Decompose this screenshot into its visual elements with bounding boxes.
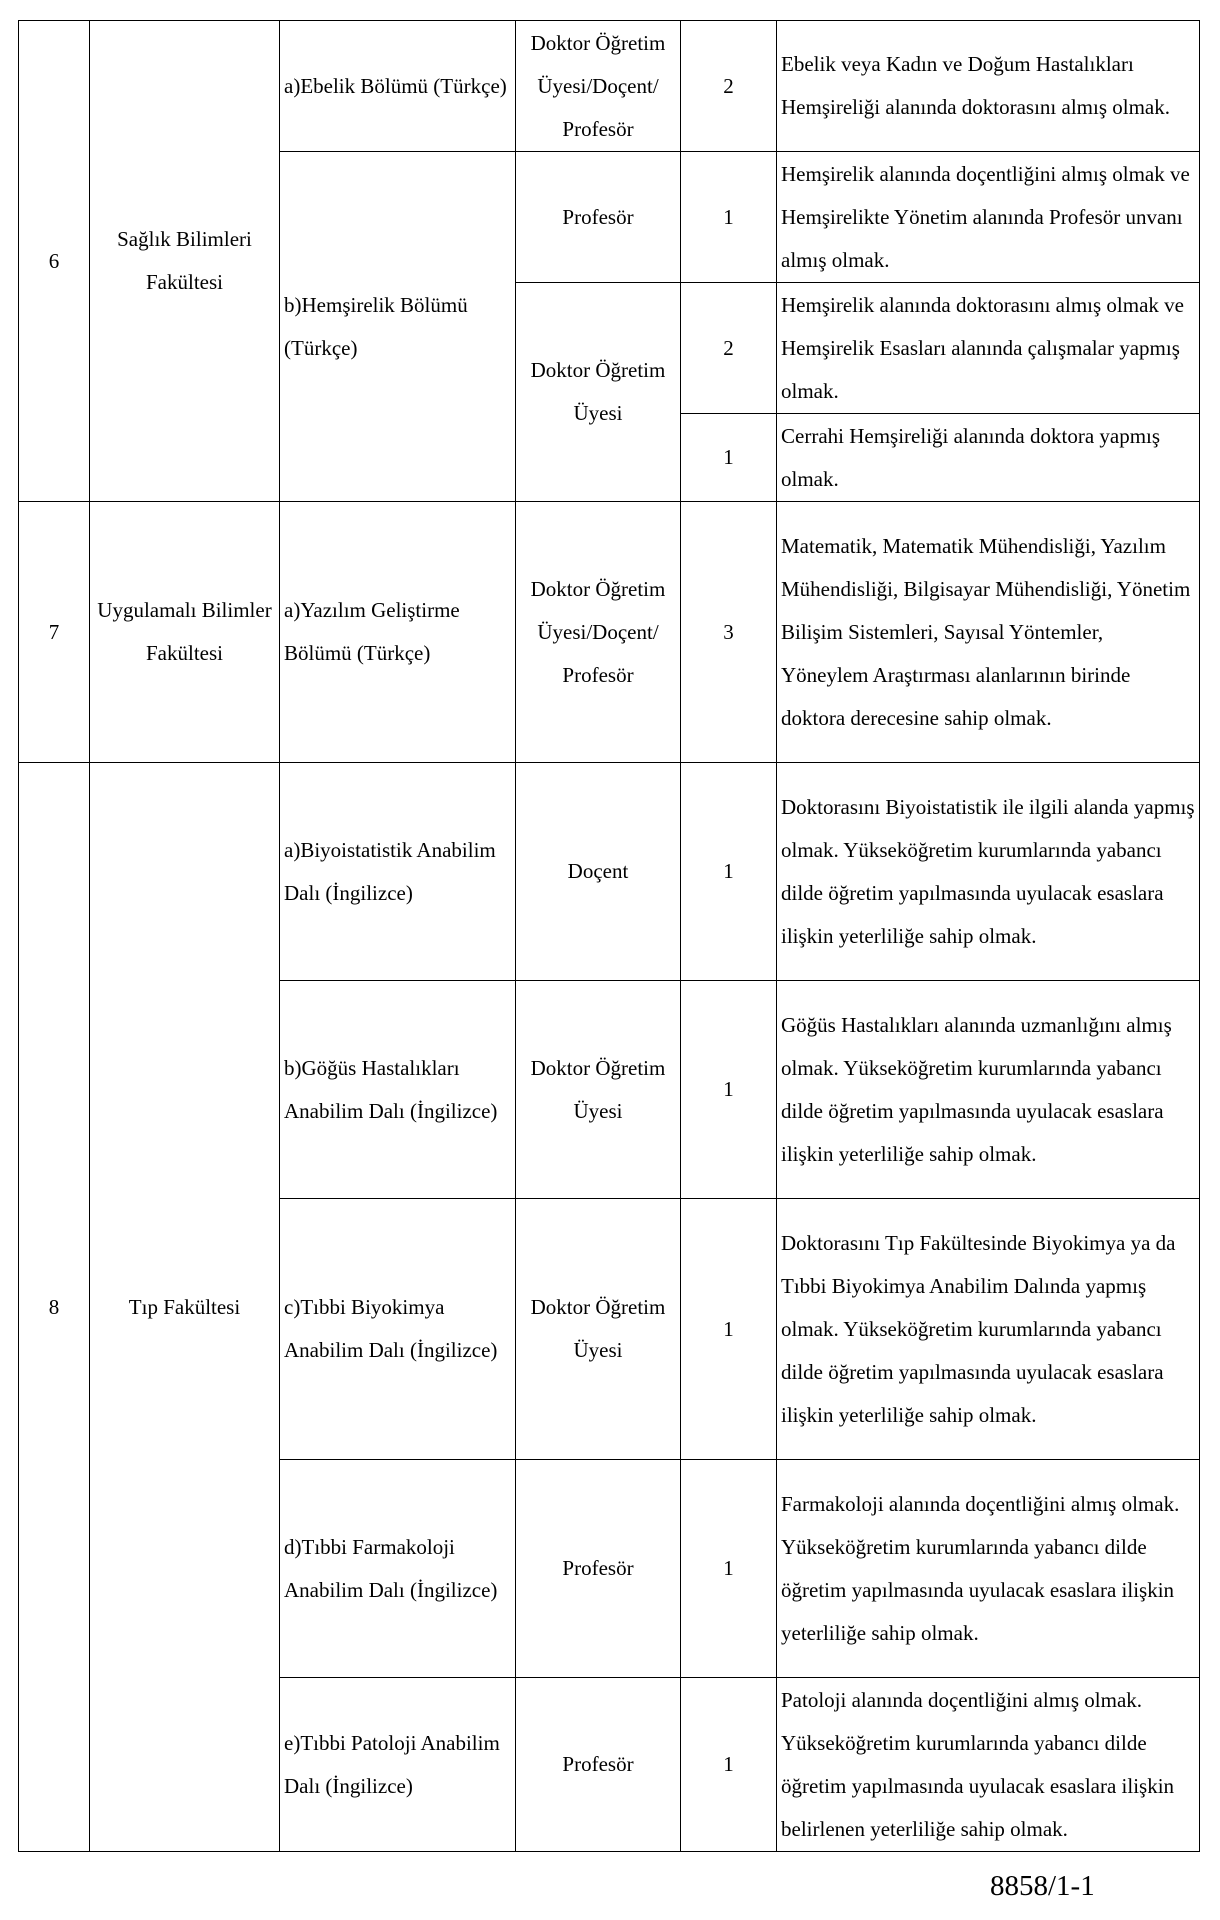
position-count: 1: [681, 1678, 777, 1852]
faculty-name: Sağlık Bilimleri Fakültesi: [90, 21, 280, 502]
requirement-text: Hemşirelik alanında doktorasını almış olmak ve Hemşirelik Esasları alanında çalışmalar yapmış olmak.: [777, 283, 1200, 414]
faculty-name: Uygulamalı Bilimler Fakültesi: [90, 502, 280, 763]
table-row: [19, 763, 1200, 981]
row-number: 6: [19, 21, 90, 502]
department-name: a)Ebelik Bölümü (Türkçe): [280, 21, 516, 152]
department-name: b)Hemşirelik Bölümü (Türkçe): [280, 152, 516, 502]
requirement-text: Farmakoloji alanında doçentliğini almış olmak. Yükseköğretim kurumlarında yabancı dilde öğretim yapılmasında uyulacak esaslara ilişkin yeterliliğe sahip olmak.: [777, 1460, 1200, 1678]
requirement-text: Patoloji alanında doçentliğini almış olmak. Yükseköğretim kurumlarında yabancı dilde öğretim yapılmasında uyulacak esaslara ilişkin belirlenen yeterliliğe sahip olmak.: [777, 1678, 1200, 1852]
department-name: b)Göğüs Hastalıkları Anabilim Dalı (İngilizce): [280, 981, 516, 1199]
academic-title: Doktor Öğretim Üyesi/Doçent/ Profesör: [516, 502, 681, 763]
academic-title: Doktor Öğretim Üyesi: [516, 1199, 681, 1460]
position-count: 2: [681, 283, 777, 414]
department-name: c)Tıbbi Biyokimya Anabilim Dalı (İngilizce): [280, 1199, 516, 1460]
department-name: a)Yazılım Geliştirme Bölümü (Türkçe): [280, 502, 516, 763]
position-count: 1: [681, 152, 777, 283]
department-name: e)Tıbbi Patoloji Anabilim Dalı (İngilizce): [280, 1678, 516, 1852]
requirement-text: Doktorasını Biyoistatistik ile ilgili alanda yapmış olmak. Yükseköğretim kurumlarında yabancı dilde öğretim yapılmasında uyulacak esaslara ilişkin yeterliliğe sahip olmak.: [777, 763, 1200, 981]
requirement-text: Doktorasını Tıp Fakültesinde Biyokimya ya da Tıbbi Biyokimya Anabilim Dalında yapmış olmak. Yükseköğretim kurumlarında yabancı dilde öğretim yapılmasında uyulacak esaslara ilişkin yeterliliğe sahip olmak.: [777, 1199, 1200, 1460]
requirement-text: Ebelik veya Kadın ve Doğum Hastalıkları Hemşireliği alanında doktorasını almış olmak.: [777, 21, 1200, 152]
department-name: d)Tıbbi Farmakoloji Anabilim Dalı (İngilizce): [280, 1460, 516, 1678]
requirement-text: Matematik, Matematik Mühendisliği, Yazılım Mühendisliği, Bilgisayar Mühendisliği, Yönetim Bilişim Sistemleri, Sayısal Yöntemler, Yöneylem Araştırması alanlarının birinde doktora derecesine sahip olmak.: [777, 502, 1200, 763]
department-name: a)Biyoistatistik Anabilim Dalı (İngilizce): [280, 763, 516, 981]
academic-title: Profesör: [516, 152, 681, 283]
row-number: 7: [19, 502, 90, 763]
requirement-text: Göğüs Hastalıkları alanında uzmanlığını almış olmak. Yükseköğretim kurumlarında yabancı dilde öğretim yapılmasında uyulacak esaslara ilişkin yeterliliğe sahip olmak.: [777, 981, 1200, 1199]
academic-title: Doktor Öğretim Üyesi: [516, 283, 681, 502]
position-count: 2: [681, 21, 777, 152]
academic-title: Profesör: [516, 1460, 681, 1678]
academic-title: Doktor Öğretim Üyesi: [516, 981, 681, 1199]
table-row: [19, 21, 1200, 152]
position-count: 1: [681, 1460, 777, 1678]
academic-title: Doktor Öğretim Üyesi/Doçent/ Profesör: [516, 21, 681, 152]
row-number: 8: [19, 763, 90, 1852]
requirement-text: Hemşirelik alanında doçentliğini almış olmak ve Hemşirelikte Yönetim alanında Profesör unvanı almış olmak.: [777, 152, 1200, 283]
position-count: 3: [681, 502, 777, 763]
position-count: 1: [681, 1199, 777, 1460]
positions-table: [18, 20, 1200, 1852]
position-count: 1: [681, 981, 777, 1199]
academic-title: Profesör: [516, 1678, 681, 1852]
position-count: 1: [681, 414, 777, 502]
requirement-text: Cerrahi Hemşireliği alanında doktora yapmış olmak.: [777, 414, 1200, 502]
position-count: 1: [681, 763, 777, 981]
page-number: 8858/1-1: [990, 1870, 1095, 1902]
academic-title: Doçent: [516, 763, 681, 981]
faculty-name: Tıp Fakültesi: [90, 763, 280, 1852]
table-row: [19, 502, 1200, 763]
